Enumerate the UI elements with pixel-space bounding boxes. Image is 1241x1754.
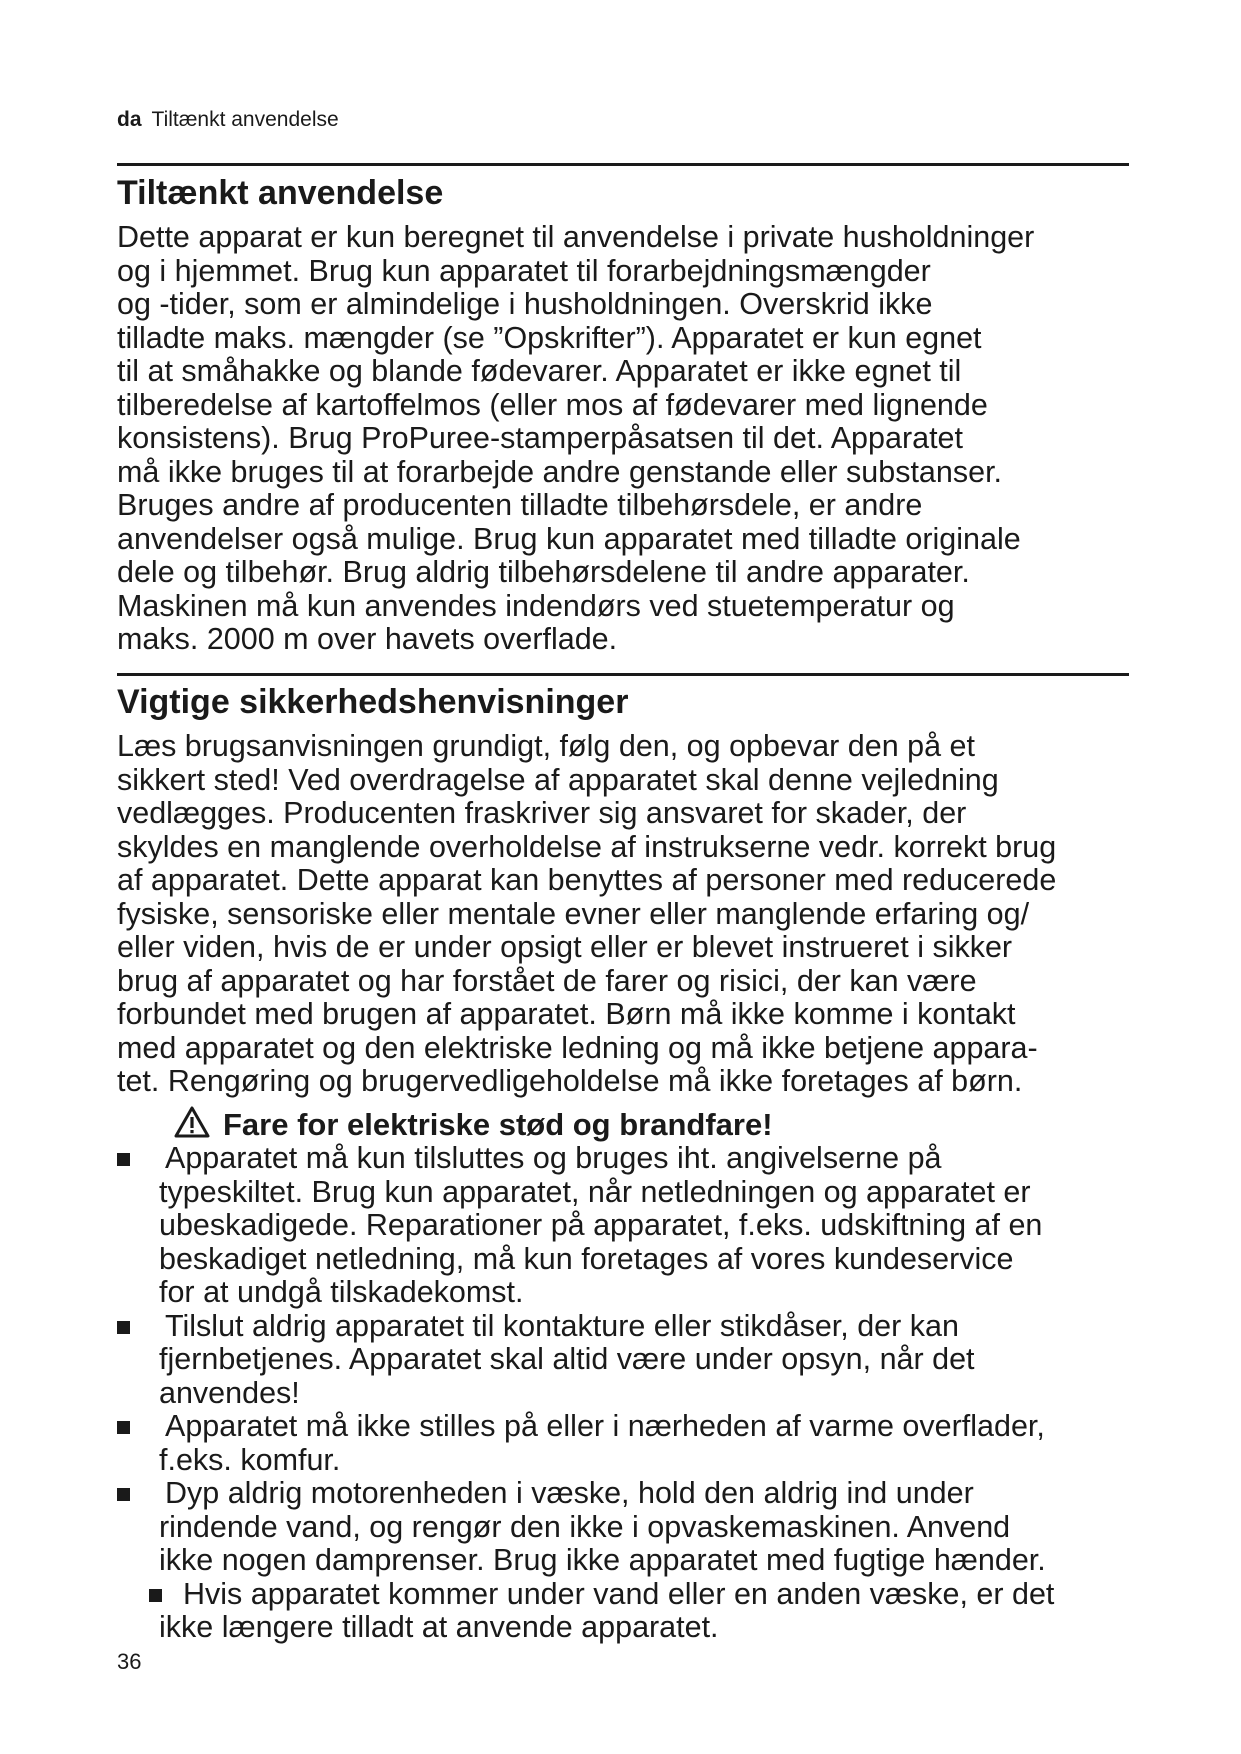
section-divider bbox=[117, 163, 1129, 166]
text-line: af apparatet. Dette apparat kan benyttes af personer med reducerede bbox=[117, 863, 1057, 897]
text-line: typeskiltet. Brug kun apparatet, når netledningen og apparatet er bbox=[159, 1174, 1031, 1209]
text-line: og i hjemmet. Brug kun apparatet til forarbejdningsmængder bbox=[117, 253, 931, 288]
text-line: tilberedelse af kartoffelmos (eller mos af fødevarer med lignende bbox=[117, 387, 988, 422]
text-line: ikke længere tilladt at anvende apparatet. bbox=[159, 1610, 719, 1644]
text-line: rindende vand, og rengør den ikke i opvaskemaskinen. Anvend bbox=[159, 1509, 1011, 1544]
text-line: og -tider, som er almindelige i husholdningen. Overskrid ikke bbox=[117, 287, 933, 321]
text-line: ikke nogen damprenser. Brug ikke apparatet med fugtige hænder. bbox=[159, 1543, 1046, 1577]
bullet-marker bbox=[117, 1488, 130, 1501]
text-line: Læs brugsanvisningen grundigt, følg den, og opbevar den på et bbox=[117, 729, 975, 763]
safety-paragraph bbox=[117, 730, 1056, 1099]
intended-use-paragraph bbox=[117, 221, 1034, 657]
text-line: vedlægges. Producenten fraskriver sig ansvaret for skader, der bbox=[117, 796, 967, 830]
running-head bbox=[117, 108, 339, 132]
bullet-item bbox=[117, 1142, 1054, 1310]
text-line: konsistens). Brug ProPuree-stamperpåsatsen til det. Apparatet bbox=[117, 421, 963, 455]
safety-bullet-list bbox=[117, 1142, 1054, 1645]
warning-heading bbox=[173, 1105, 773, 1145]
text-line: tilladte maks. mængder (se ”Opskrifter”). Apparatet er kun egnet bbox=[117, 320, 982, 355]
section-divider bbox=[117, 673, 1129, 676]
text-line: for at undgå tilskadekomst. bbox=[159, 1275, 524, 1309]
page-number: 36 bbox=[117, 1649, 142, 1674]
text-line: fjernbetjenes. Apparatet skal altid være under opsyn, når det bbox=[159, 1342, 975, 1376]
bullet-item bbox=[117, 1410, 1054, 1477]
text-line: ubeskadigede. Reparationer på apparatet, f.eks. udskiftning af en bbox=[159, 1208, 1043, 1242]
bullet-marker bbox=[117, 1421, 130, 1434]
text-line: tet. Rengøring og brugervedligeholdelse må ikke foretages af børn. bbox=[117, 1064, 1023, 1098]
text-line: Dette apparat er kun beregnet til anvendelse i private husholdninger bbox=[117, 220, 1035, 254]
text-line: skyldes en manglende overholdelse af instrukserne vedr. korrekt brug bbox=[117, 829, 1057, 864]
text-line: sikkert sted! Ved overdragelse af apparatet skal denne vejledning bbox=[117, 762, 999, 797]
bullet-marker bbox=[117, 1153, 130, 1166]
text-line: Apparatet må ikke stilles på eller i nærheden af varme overflader, bbox=[165, 1409, 1045, 1443]
text-line: Tilslut aldrig apparatet til kontakture eller stikdåser, der kan bbox=[165, 1308, 959, 1343]
text-line: Bruges andre af producenten tilladte tilbehørsdele, er andre bbox=[117, 488, 923, 522]
text-line: anvendes! bbox=[159, 1375, 300, 1410]
bullet-item bbox=[117, 1477, 1054, 1645]
text-line: f.eks. komfur. bbox=[159, 1442, 341, 1477]
sub-bullet-item bbox=[149, 1578, 1054, 1645]
text-line: eller viden, hvis de er under opsigt eller er blevet instrueret i sikker bbox=[117, 930, 1013, 964]
text-line: Hvis apparatet kommer under vand eller en anden væske, er det bbox=[183, 1576, 1055, 1611]
bullet-item bbox=[117, 1310, 1054, 1411]
text-line: med apparatet og den elektriske ledning og må ikke betjene appara- bbox=[117, 1030, 1038, 1065]
bullet-marker bbox=[117, 1321, 130, 1334]
section-heading-intended-use: Tiltænkt anvendelse bbox=[117, 174, 444, 212]
text-line: Maskinen må kun anvendes indendørs ved stuetemperatur og bbox=[117, 588, 955, 623]
running-head-language: da bbox=[117, 108, 142, 131]
section-heading-safety: Vigtige sikkerhedshenvisninger bbox=[117, 683, 629, 721]
text-line: fysiske, sensoriske eller mentale evner eller manglende erfaring og/ bbox=[117, 896, 1030, 931]
warning-text: Fare for elektriske stød og brandfare! bbox=[223, 1107, 773, 1142]
warning-triangle-icon bbox=[173, 1105, 211, 1139]
text-line: Dyp aldrig motorenheden i væske, hold den aldrig ind under bbox=[165, 1476, 974, 1510]
text-line: forbundet med brugen af apparatet. Børn må ikke komme i kontakt bbox=[117, 997, 1016, 1031]
text-line: beskadiget netledning, må kun foretages af vores kundeservice bbox=[159, 1241, 1014, 1276]
text-line: maks. 2000 m over havets overflade. bbox=[117, 622, 618, 656]
text-line: til at småhakke og blande fødevarer. Apparatet er ikke egnet til bbox=[117, 354, 962, 388]
text-line: dele og tilbehør. Brug aldrig tilbehørsdelene til andre apparater. bbox=[117, 555, 970, 589]
running-head-title: Tiltænkt anvendelse bbox=[151, 108, 339, 131]
text-line: anvendelser også mulige. Brug kun apparatet med tilladte originale bbox=[117, 521, 1021, 556]
sub-bullet-marker bbox=[149, 1589, 162, 1602]
text-line: må ikke bruges til at forarbejde andre genstande eller substanser. bbox=[117, 454, 1003, 489]
text-line: Apparatet må kun tilsluttes og bruges iht. angivelserne på bbox=[165, 1141, 942, 1175]
text-line: brug af apparatet og har forstået de farer og risici, der kan være bbox=[117, 963, 977, 998]
